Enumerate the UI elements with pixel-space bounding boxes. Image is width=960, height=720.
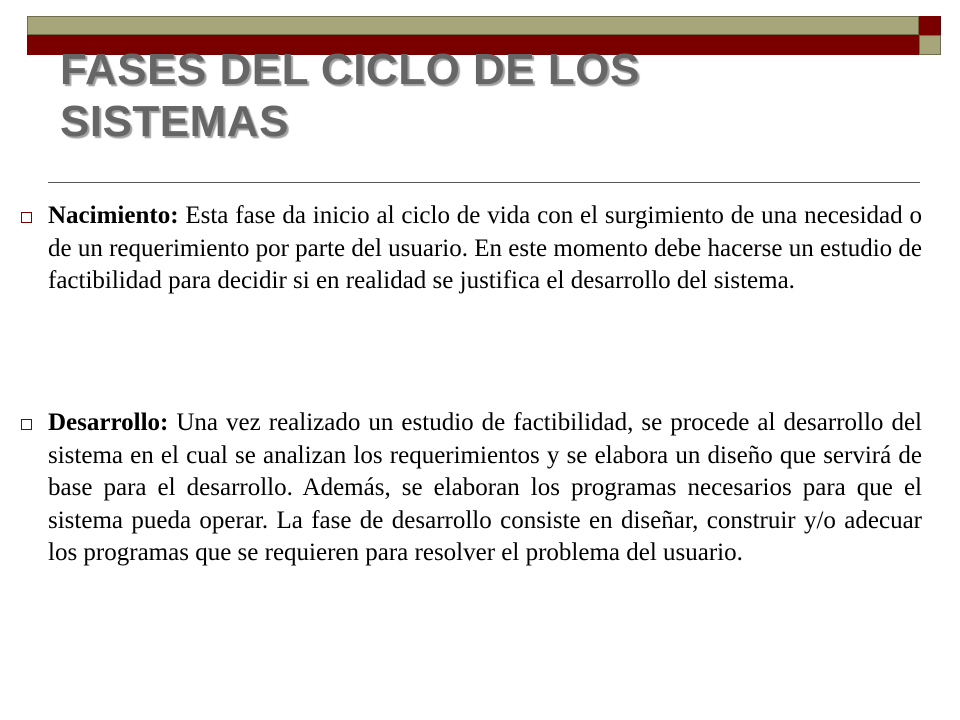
bullet-term: Desarrollo: [48,409,169,436]
header-corner-maroon [919,16,941,35]
bullet-item-nacimiento [48,200,922,298]
bullet-item-desarrollo [48,407,922,570]
bullet-term: Nacimiento: [48,202,179,229]
bullet-text: Una vez realizado un estudio de factibilidad, se procede al desarrollo del sistema en el cual se analizan los requerimientos y se elabora un diseño que servirá de base para el desarrollo. Además, se elaboran los programas necesarios para que el sistema pueda operar. La fase de desarrollo consiste en diseñar, construir y/o adecuar los programas que se requieren para resolver el problema del usuario. [48,409,922,566]
title-divider [48,182,920,183]
bullet-text: Esta fase da inicio al ciclo de vida con el surgimiento de una necesidad o de un requerimiento por parte del usuario. En este momento debe hacerse un estudio de factibilidad para decidir si en realidad se justifica el desarrollo del sistema. [48,202,923,294]
slide-title-line2: SISTEMAS [60,97,289,146]
header-bar-olive [27,16,919,35]
slide-title [60,44,920,148]
slide-title-line1: FASES DEL CICLO DE LOS [60,45,640,94]
hollow-square-bullet-icon [21,419,32,430]
header-corner-olive [919,35,941,55]
hollow-square-bullet-icon [21,212,32,223]
